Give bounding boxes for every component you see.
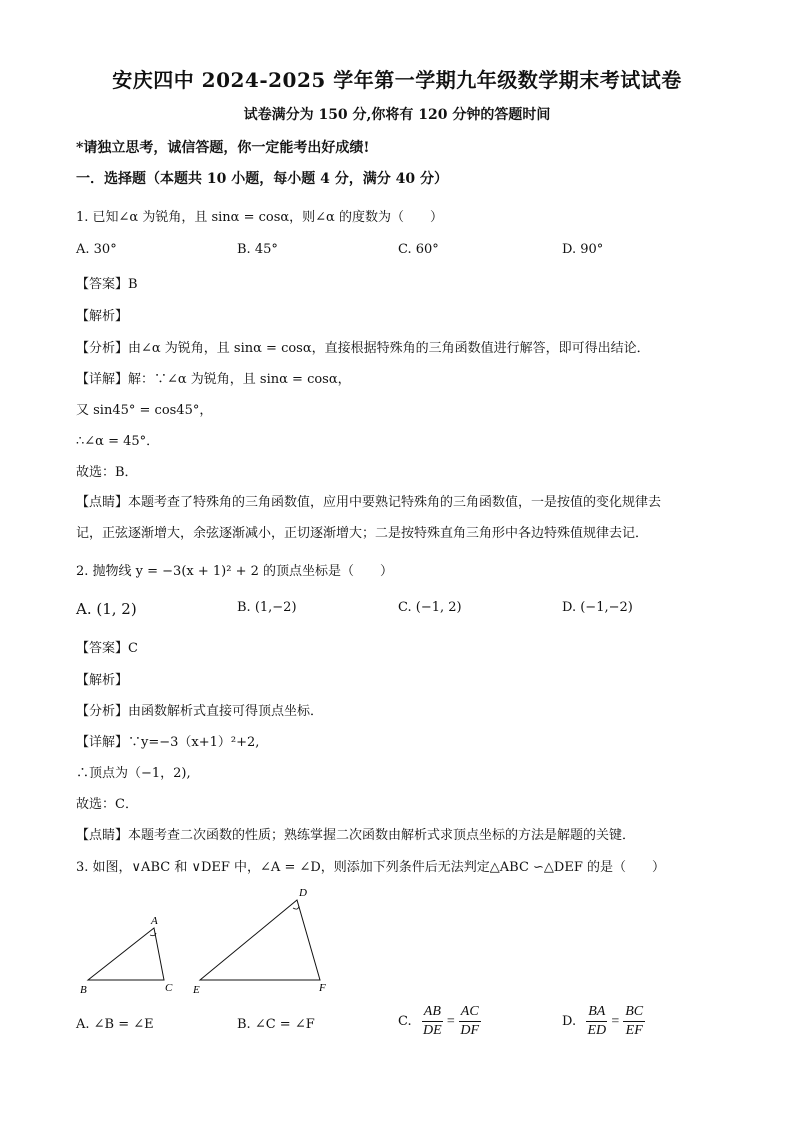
page-title: 安庆四中 2024-2025 学年第一学期九年级数学期末考试试卷 [112, 68, 682, 92]
label-c: C [165, 982, 173, 994]
q2-choose: 故选：C． [76, 797, 138, 812]
fraction-denominator: DE [422, 1023, 442, 1038]
fraction-denominator: DF [460, 1023, 480, 1038]
q1-comment-1: 【点睛】本题考查了特殊角的三角函数值，应用中要熟记特殊角的三角函数值，一是按值的变化规律去 [76, 495, 662, 510]
fraction-ac-df [459, 1004, 481, 1039]
q1-detail-line2: 又 sin45° = cos45°， [76, 403, 213, 418]
q1-option-c: C. 60° [398, 242, 439, 257]
q2-option-a: A. (1, 2) [76, 600, 137, 618]
q1-option-a: A. 30° [76, 242, 117, 257]
q3-option-d-prefix: D. [562, 1014, 577, 1029]
fraction-ba-ed [586, 1004, 607, 1039]
label-d: D [299, 887, 307, 899]
label-e: E [193, 984, 200, 996]
motto: *请独立思考，诚信答题，你一定能考出好成绩! [76, 140, 370, 156]
q2-option-d: D. (−1,−2) [562, 600, 633, 615]
q1-option-d: D. 90° [562, 242, 604, 257]
q1-choose: 故选：B． [76, 465, 138, 480]
question-2-stem: 2. 抛物线 y = −3(x + 1)² + 2 的顶点坐标是（ ） [76, 564, 394, 579]
triangles-figure [76, 884, 336, 998]
q1-option-b: B. 45° [237, 242, 278, 257]
q1-answer: 【答案】B [76, 277, 138, 292]
fraction-denominator: ED [587, 1023, 607, 1038]
exam-subtitle: 试卷满分为 150 分,你将有 120 分钟的答题时间 [243, 107, 551, 123]
q3-option-c [398, 1004, 481, 1039]
fraction-numerator: AB [422, 1004, 443, 1022]
label-a: A [151, 915, 158, 927]
q1-detail-line3: ∴∠α = 45°． [76, 434, 160, 449]
q3-option-a: A. ∠B = ∠E [76, 1017, 154, 1032]
fraction-numerator: BC [623, 1004, 645, 1022]
fraction-ab-de [422, 1004, 443, 1039]
q3-option-b: B. ∠C = ∠F [237, 1017, 315, 1032]
q1-fenxi: 【分析】由∠α 为锐角，且 sinα = cosα，直接根据特殊角的三角函数值进行解答，即可得出结论． [76, 341, 650, 356]
fraction-bc-ef [623, 1004, 645, 1039]
fraction-numerator: AC [459, 1004, 481, 1022]
triangle-def [200, 900, 320, 980]
question-1-stem: 1. 已知∠α 为锐角，且 sinα = cosα，则∠α 的度数为（ ） [76, 210, 443, 225]
q3-option-d [562, 1004, 645, 1039]
triangle-abc [88, 928, 164, 980]
equals-sign: = [611, 1013, 620, 1029]
q2-option-b: B. (1,−2) [237, 600, 297, 615]
q2-analysis-label: 【解析】 [76, 673, 129, 688]
label-f: F [319, 982, 326, 994]
section-heading: 一．选择题（本题共 10 小题，每小题 4 分，满分 40 分） [76, 171, 448, 187]
q2-option-c: C. (−1, 2) [398, 600, 462, 615]
q3-option-c-prefix: C. [398, 1014, 412, 1029]
fraction-numerator: BA [586, 1004, 607, 1022]
fraction-denominator: EF [625, 1023, 643, 1038]
q1-comment-2: 记，正弦逐渐增大，余弦逐渐减小，正切逐渐增大；二是按特殊直角三角形中各边特殊值规律去记． [76, 526, 649, 541]
q2-fenxi: 【分析】由函数解析式直接可得顶点坐标． [76, 704, 324, 719]
question-3-stem: 3. 如图，∨ABC 和 ∨DEF 中，∠A = ∠D，则添加下列条件后无法判定△ABC ∽△DEF 的是（ ） [76, 860, 665, 875]
q2-detail: 【详解】∵y=−3（x+1）²+2, [76, 735, 260, 750]
equals-sign: = [446, 1013, 455, 1029]
q2-answer: 【答案】C [76, 641, 138, 656]
q2-comment: 【点睛】本题考查二次函数的性质；熟练掌握二次函数由解析式求顶点坐标的方法是解题的关键． [76, 828, 636, 843]
q1-detail: 【详解】解：∵∠α 为锐角，且 sinα = cosα， [76, 372, 351, 387]
label-b: B [80, 984, 87, 996]
q2-detail-line2: ∴顶点为（−1，2), [76, 766, 191, 781]
q1-analysis-label: 【解析】 [76, 309, 129, 324]
